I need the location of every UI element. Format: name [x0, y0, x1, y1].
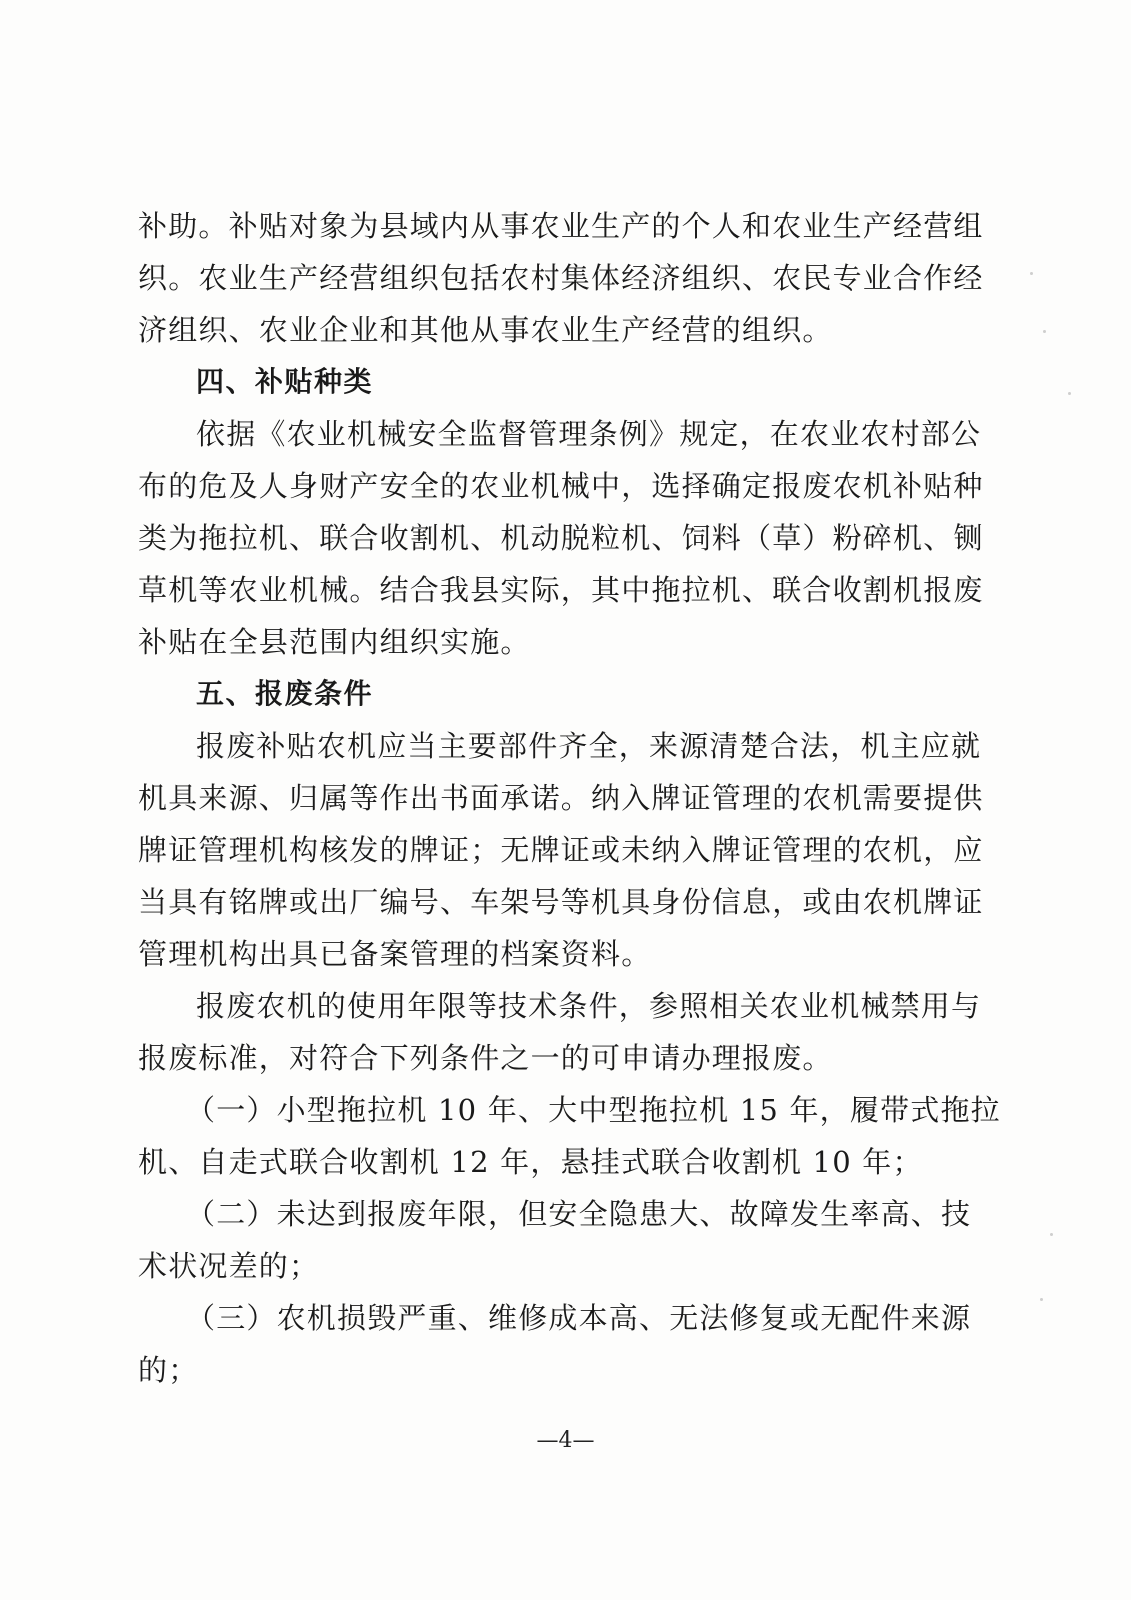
section-subsidy-types [138, 356, 984, 668]
list-item-line: （三）农机损毁严重、维修成本高、无法修复或无配件来源 [186, 1301, 972, 1335]
page-number: —4— [536, 1428, 595, 1453]
section-heading: 四、补贴种类 [196, 365, 374, 398]
list-item-line: （二）未达到报废年限，但安全隐患大、故障发生率高、技 [186, 1197, 972, 1231]
text-line: 报废补贴农机应当主要部件齐全，来源清楚合法，机主应就 [196, 729, 982, 763]
text-line: 补助。补贴对象为县域内从事农业生产的个人和农业生产经营组 [138, 209, 984, 243]
scan-speck [1040, 1298, 1043, 1301]
scan-speck [1050, 1233, 1053, 1236]
continued-paragraph [138, 200, 984, 356]
document-body [138, 200, 1001, 1396]
section-scrap-conditions [138, 668, 1001, 1396]
text-line: 依据《农业机械安全监督管理条例》规定，在农业农村部公 [196, 417, 982, 451]
text-line: 当具有铭牌或出厂编号、车架号等机具身份信息，或由农机牌证 [138, 885, 984, 919]
list-item-line: 术状况差的； [138, 1249, 320, 1283]
section-heading: 五、报废条件 [196, 677, 374, 710]
text-line: 布的危及人身财产安全的农业机械中，选择确定报废农机补贴种 [138, 469, 984, 503]
text-line: 管理机构出具已备案管理的档案资料。 [138, 937, 652, 971]
list-item-line: 机、自走式联合收割机 12 年，悬挂式联合收割机 10 年； [138, 1145, 923, 1179]
text-line: 类为拖拉机、联合收割机、机动脱粒机、饲料（草）粉碎机、铡 [138, 521, 984, 555]
text-line: 济组织、农业企业和其他从事农业生产经营的组织。 [138, 313, 833, 347]
scan-speck [1068, 392, 1071, 395]
scan-speck [1043, 330, 1046, 333]
list-item-line: （一）小型拖拉机 10 年、大中型拖拉机 15 年，履带式拖拉 [186, 1093, 1001, 1127]
text-line: 补贴在全县范围内组织实施。 [138, 625, 531, 659]
text-line: 牌证管理机构核发的牌证；无牌证或未纳入牌证管理的农机，应 [138, 833, 984, 867]
text-line: 报废农机的使用年限等技术条件，参照相关农业机械禁用与 [196, 989, 982, 1023]
text-line: 报废标准，对符合下列条件之一的可申请办理报废。 [138, 1041, 833, 1075]
text-line: 机具来源、归属等作出书面承诺。纳入牌证管理的农机需要提供 [138, 781, 984, 815]
text-line: 织。农业生产经营组织包括农村集体经济组织、农民专业合作经 [138, 261, 984, 295]
list-item-line: 的； [138, 1353, 199, 1387]
scan-speck [1030, 272, 1033, 275]
text-line: 草机等农业机械。结合我县实际，其中拖拉机、联合收割机报废 [138, 573, 984, 607]
